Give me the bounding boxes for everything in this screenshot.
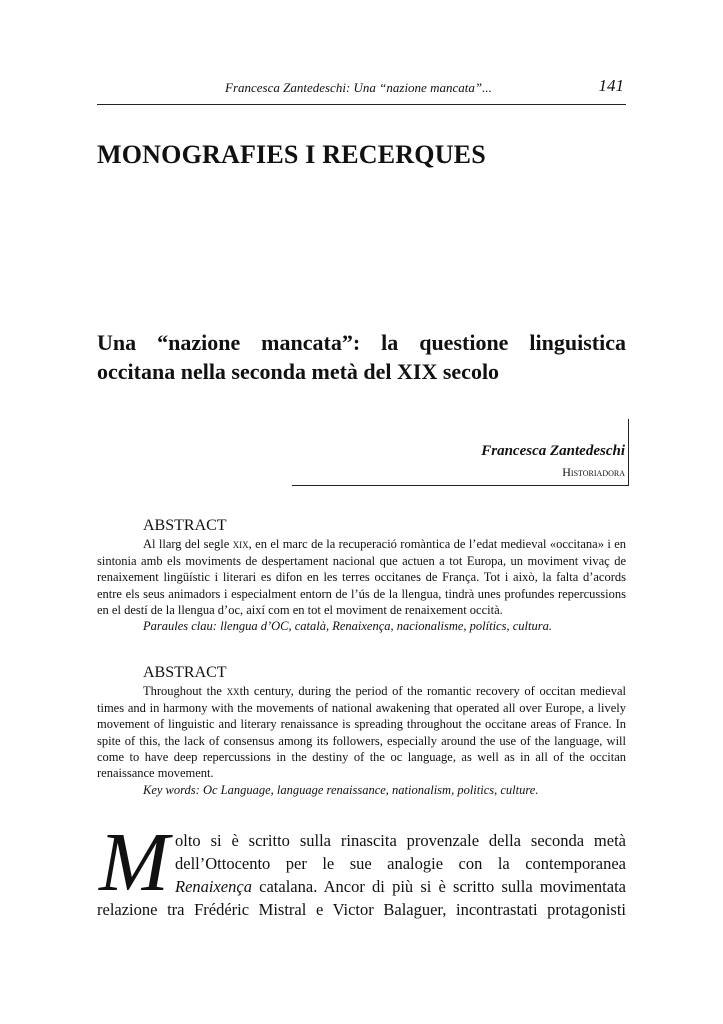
drop-cap: M <box>99 816 169 909</box>
century-numeral: xix <box>232 537 249 552</box>
body-line <box>175 876 626 898</box>
abstract-heading: ABSTRACT <box>143 517 227 534</box>
abstract-body-start: Throughout the <box>143 684 227 699</box>
author-block <box>292 419 629 486</box>
abstract-catalan <box>97 518 626 635</box>
body-text: dell’Ottocento per le sue analogie con la contemporanea <box>175 854 626 873</box>
running-header <box>97 76 626 105</box>
abstract-body-start: Al llarg del segle <box>143 537 233 552</box>
author-name: Francesca Zantedeschi <box>481 443 625 459</box>
abstract-body <box>97 683 626 781</box>
article-title: Una “nazione mancata”: la questione linguistica occitana nella seconda metà del XIX secolo <box>97 330 626 384</box>
abstract-body-rest: , en el marc de la recuperació romàntica de l’edat medieval «occitana» i en sintonia amb els moviments de despertament nacional que actuen a tot Europa, un moviment vivaç de renaixement lingüístic i literari es difon en les terres occitanes de França. Tot i això, la falta d’acords entre els seus animadors i especialment entorn de l’ús de la llengua, tindrà unes profundes repercussions en el destí de la llengua d’oc, així com en tot el moviment de renaixement occità. <box>97 537 626 618</box>
author-role: Historiadora <box>562 465 625 479</box>
body-text: olto si è scritto sulla rinascita provenzale della seconda metà <box>175 831 626 850</box>
body-line <box>175 830 626 852</box>
century-numeral: xx <box>226 684 240 699</box>
body-text: relazione tra Frédéric Mistral e Victor Balaguer, incontrastati protagonisti <box>97 900 626 919</box>
page-number: 141 <box>598 76 624 95</box>
keywords: Paraules clau: llengua d’OC, català, Renaixença, nacionalisme, polítics, cultura. <box>143 619 552 634</box>
abstract-heading: ABSTRACT <box>143 664 227 681</box>
section-title: MONOGRAFIES I RECERQUES <box>97 140 486 169</box>
abstract-body-rest: th century, during the period of the romantic recovery of occitan medieval times and in harmony with the movements of national awakening that operated all over Europe, a lively movement of linguistic and literary renaissance is spreading throughout the occitane areas of France. In spite of this, the lack of consensus among its followers, especially around the use of the language, will come to have deep repercussions in the destiny of the oc language, as well as in all of the occitan renaissance movement. <box>97 684 626 781</box>
body-text: catalana. Ancor di più si è scritto sulla movimentata <box>251 877 626 896</box>
body-line <box>175 853 626 875</box>
body-text-italic: Renaixença <box>175 877 252 896</box>
abstract-body <box>97 536 626 618</box>
abstract-english <box>97 665 626 798</box>
running-title: Francesca Zantedeschi: Una “nazione mancata”... <box>225 80 492 95</box>
keywords: Key words: Oc Language, language renaissance, nationalism, politics, culture. <box>143 782 539 797</box>
body-line <box>97 899 626 921</box>
